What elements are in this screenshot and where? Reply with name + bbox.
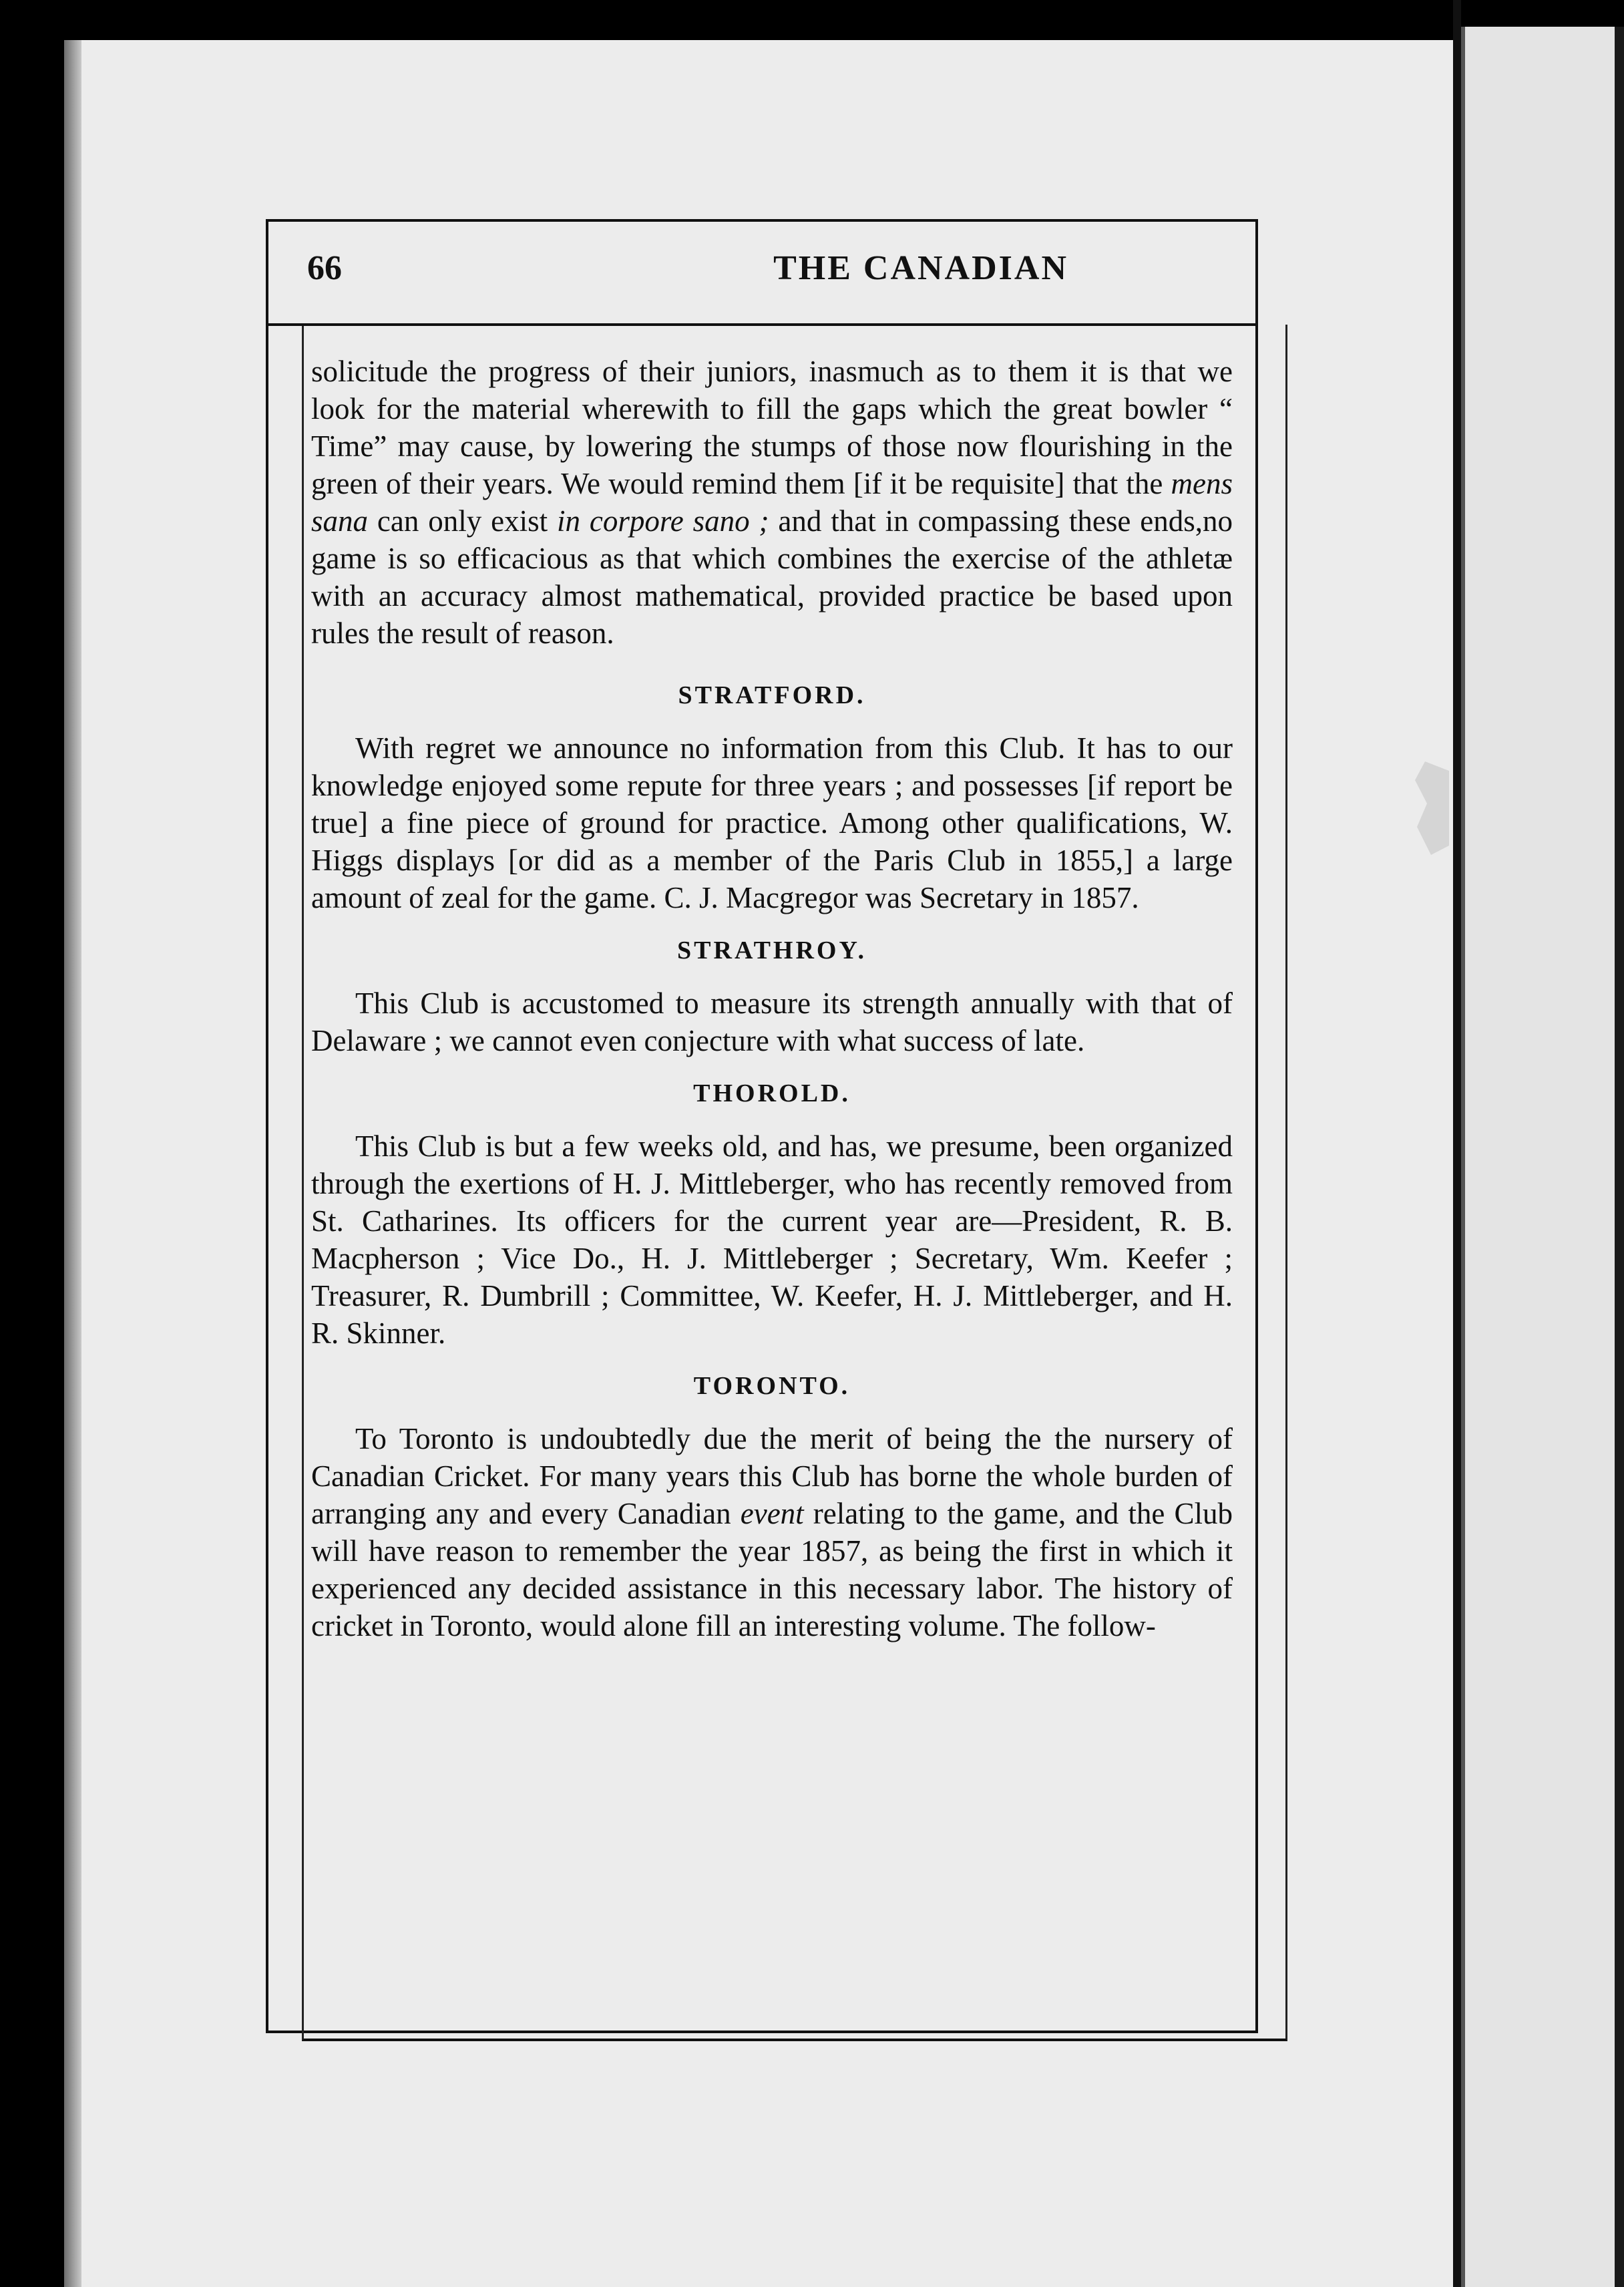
intro-text-c: and that in compassing these ends,no game is so efficacious as that which combines the exercise of the athletæ with an accuracy almost mathematical, provided practice be based upon rules the result of reason. bbox=[311, 504, 1233, 650]
section-heading-toronto: TORONTO. bbox=[693, 1372, 851, 1400]
toronto-italic-event: event bbox=[740, 1497, 804, 1530]
intro-text-a: solicitude the progress of their juniors, inasmuch as to them it is that we look for the material wherewith to fill the gaps which the great bowler “ Time” may cause, by lowering the stumps of those now flourishing in the green of their years. We would remind them [if it be requisite] that the bbox=[311, 355, 1233, 500]
intro-italic-corpore-sano: in corpore sano ; bbox=[557, 504, 769, 538]
facing-page-crease bbox=[1461, 27, 1465, 2287]
toronto-text-b: relating to the game, and the Club will have reason to remember the year 1857, as being the first in which it experienced any decided assistance in this necessary labor. The history of cricket in Toronto, would alone fill an interesting volume. The follow- bbox=[311, 1497, 1233, 1642]
facing-page-edge bbox=[1615, 27, 1624, 2287]
facing-page bbox=[1461, 27, 1624, 2287]
running-title: THE CANADIAN bbox=[773, 249, 1068, 287]
intro-text-b: can only exist bbox=[368, 504, 558, 538]
section-heading-strathroy: STRATHROY. bbox=[677, 936, 867, 964]
book-gutter bbox=[1453, 0, 1461, 2287]
body-text bbox=[311, 353, 1233, 1644]
header-rule bbox=[267, 323, 1255, 326]
toronto-paragraph bbox=[311, 1420, 1233, 1644]
intro-paragraph bbox=[311, 353, 1233, 652]
section-heading-thorold: THOROLD. bbox=[693, 1079, 851, 1107]
running-head bbox=[307, 248, 1242, 302]
section-heading-stratford: STRATFORD. bbox=[678, 681, 866, 709]
thorold-paragraph: This Club is but a few weeks old, and has, we presume, been organized through the exertions of H. J. Mittleberger, who has recently removed from St. Catharines. Its officers for the current year are—President, R. B. Macpherson ; Vice Do., H. J. Mittleberger ; Secretary, Wm. Keefer ; Treasurer, R. Dumbrill ; Committee, W. Keefer, H. J. Mittleberger, and H. R. Skinner. bbox=[311, 1129, 1233, 1350]
page-number: 66 bbox=[307, 249, 342, 287]
toronto-text-a: To Toronto is undoubtedly due the merit of being the the nursery of Canadian Cricket. For many years this Club has borne the whole burden of arranging any and every Canadian bbox=[311, 1422, 1233, 1530]
stratford-paragraph: With regret we announce no information from this Club. It has to our knowledge enjoyed some repute for three years ; and possesses [if report be true] a fine piece of ground for practice. Among other qualifications, W. Higgs displays [or did as a member of the Paris Club in 1855,] a large amount of zeal for the game. C. J. Macgregor was Secretary in 1857. bbox=[311, 731, 1233, 914]
intro-italic-mens-sana: mens sana bbox=[311, 467, 1233, 538]
strathroy-paragraph: This Club is accustomed to measure its strength annually with that of Delaware ; we cannot even conjecture with what success of late. bbox=[311, 987, 1233, 1057]
page-edge-shadow bbox=[64, 40, 81, 2287]
